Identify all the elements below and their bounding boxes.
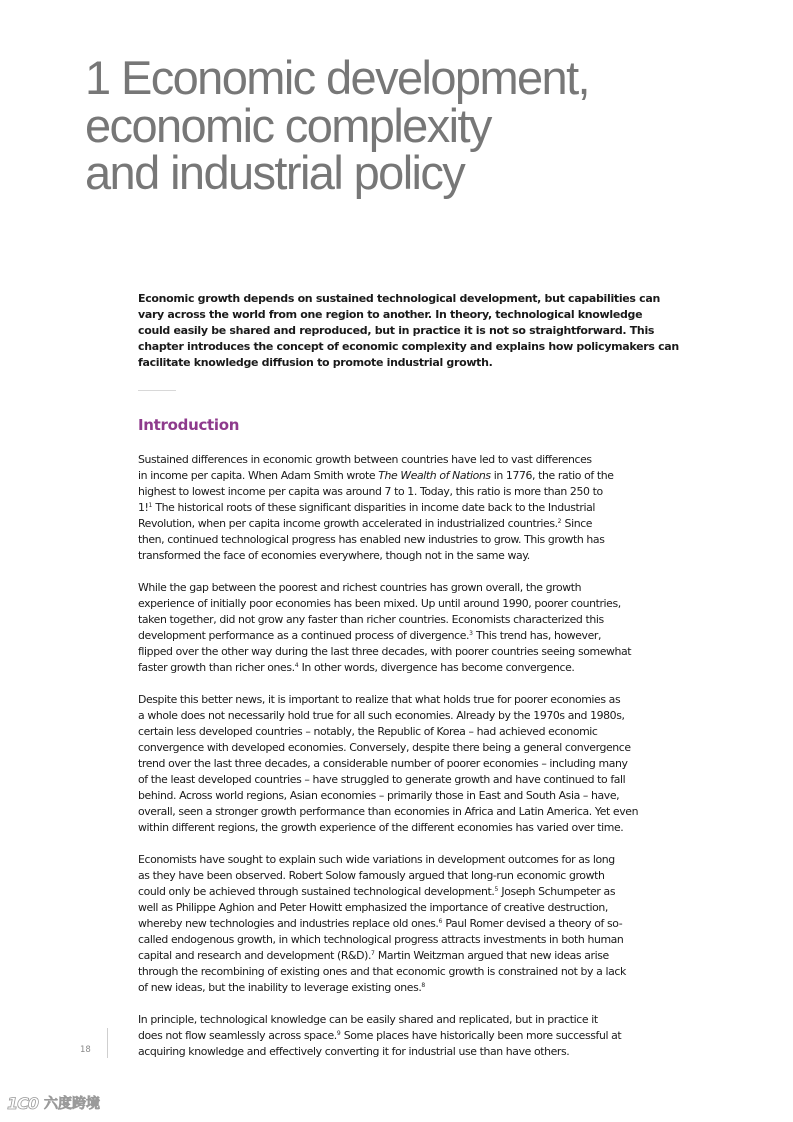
footnote-ref[interactable]: 4 (294, 662, 299, 669)
text-line: taken together, did not grow any faster than richer countries. Economists characterized this (138, 613, 604, 626)
lead-line: vary across the world from one region to another. In theory, technological knowledge (138, 308, 643, 321)
text-line: certain less developed countries – notably, the Republic of Korea – had achieved economic (138, 725, 598, 738)
watermark-logo-icon: 1C0 (7, 1093, 39, 1113)
text-line: overall, seen a stronger growth performance than economies in Africa and Latin America. Yet even (138, 805, 639, 818)
text-line: of the least developed countries – have struggled to generate growth and have continued to fall (138, 773, 626, 786)
watermark (7, 1093, 100, 1113)
watermark-text: 六度跨境 (44, 1096, 101, 1112)
paragraph-1 (138, 452, 663, 564)
text-line: well as Philippe Aghion and Peter Howitt emphasized the importance of creative destruction, (138, 901, 608, 914)
text-line: 1!$^1$ The historical roots of these significant disparities in income date back to the Industrial (138, 501, 595, 514)
text-line: Economists have sought to explain such wide variations in development outcomes for as long (138, 853, 615, 866)
text-line: Revolution, when per capita income growth accelerated in industrialized countries.$^2$ Since (138, 517, 593, 530)
text-line: development performance as a continued process of divergence.$^3$ This trend has, however, (138, 629, 602, 642)
paragraph-5 (138, 1012, 663, 1060)
section-heading-introduction: Introduction (138, 416, 240, 434)
chapter-lead-paragraph (138, 291, 679, 371)
text-line: acquiring knowledge and effectively converting it for industrial use than have others. (138, 1045, 570, 1058)
text-line: experience of initially poor economies has been mixed. Up until around 1990, poorer countries, (138, 597, 621, 610)
text-line: While the gap between the poorest and richest countries has grown overall, the growth (138, 581, 582, 594)
chapter-title-line: economic complexity (85, 98, 491, 152)
text-line: highest to lowest income per capita was around 7 to 1. Today, this ratio is more than 250 to (138, 485, 603, 498)
lead-line: chapter introduces the concept of economic complexity and explains how policymakers can (138, 340, 679, 353)
text-line: as they have been observed. Robert Solow famously argued that long-run economic growth (138, 869, 605, 882)
chapter-title (85, 51, 589, 199)
text-line: Sustained differences in economic growth between countries have led to vast differences (138, 453, 592, 466)
text-line: called endogenous growth, in which technological progress attracts investments in both human (138, 933, 624, 946)
lead-line: Economic growth depends on sustained technological development, but capabilities can (138, 292, 660, 305)
text-line: trend over the last three decades, a considerable number of poorer economies – including many (138, 757, 628, 770)
footnote-ref[interactable]: 5 (494, 886, 499, 893)
text-line: then, continued technological progress has enabled new industries to grow. This growth has (138, 533, 605, 546)
paragraph-4 (138, 852, 663, 996)
text-line: whereby new technologies and industries replace old ones.$^6$ Paul Romer devised a theory of so- (138, 917, 623, 930)
footnote-ref[interactable]: 2 (557, 518, 562, 525)
paragraph-3 (138, 692, 663, 836)
text-line: faster growth than richer ones.$^4$ In other words, divergence has become convergence. (138, 661, 575, 674)
text-line: Despite this better news, it is important to realize that what holds true for poorer economies as (138, 693, 621, 706)
footnote-ref[interactable]: 6 (438, 918, 443, 925)
paragraph-2 (138, 580, 663, 676)
section-divider (138, 390, 176, 391)
text-line: capital and research and development (R&D).$^7$ Martin Weitzman argued that new ideas arise (138, 949, 609, 962)
page-number: 18 (80, 1045, 91, 1055)
footnote-ref[interactable]: 3 (469, 630, 473, 637)
footer-rule (107, 1028, 108, 1058)
book-title: The Wealth of Nations (378, 469, 491, 482)
footnote-ref[interactable]: 1 (148, 502, 153, 509)
text-line: does not flow seamlessly across space.$^9$ Some places have historically been more successful at (138, 1029, 622, 1042)
chapter-title-line: 1 Economic development, (85, 51, 589, 104)
text-line: flipped over the other way during the last three decades, with poorer countries seeing somewhat (138, 645, 632, 658)
lead-line: could easily be shared and reproduced, but in practice it is not so straightforward. This (138, 324, 655, 337)
body-text (138, 452, 663, 1076)
text-line: a whole does not necessarily hold true for all such economies. Already by the 1970s and 1980s, (138, 709, 625, 722)
text-line: transformed the face of economies everywhere, though not in the same way. (138, 549, 530, 562)
text-line: In principle, technological knowledge can be easily shared and replicated, but in practice it (138, 1013, 598, 1026)
footnote-ref[interactable]: 9 (336, 1030, 341, 1037)
text-line: could only be achieved through sustained technological development.$^5$ Joseph Schumpeter as (138, 885, 616, 898)
chapter-title-line: and industrial policy (85, 146, 465, 199)
lead-line: facilitate knowledge diffusion to promote industrial growth. (138, 356, 493, 369)
footnote-ref[interactable]: 8 (421, 982, 426, 989)
text-line: within different regions, the growth experience of the different economies has varied over time. (138, 821, 624, 834)
text-line: convergence with developed economies. Conversely, despite there being a general convergence (138, 741, 631, 754)
text-line: behind. Across world regions, Asian economies – primarily those in East and South Asia – have, (138, 789, 620, 802)
footnote-ref[interactable]: 7 (371, 950, 375, 957)
text-line: of new ideas, but the inability to leverage existing ones.$^8$ (138, 981, 426, 994)
text-line: in income per capita. When Adam Smith wrote The Wealth of Nations in 1776, the ratio of the (138, 469, 614, 482)
text-line: through the recombining of existing ones and that economic growth is constrained not by a lack (138, 965, 626, 978)
